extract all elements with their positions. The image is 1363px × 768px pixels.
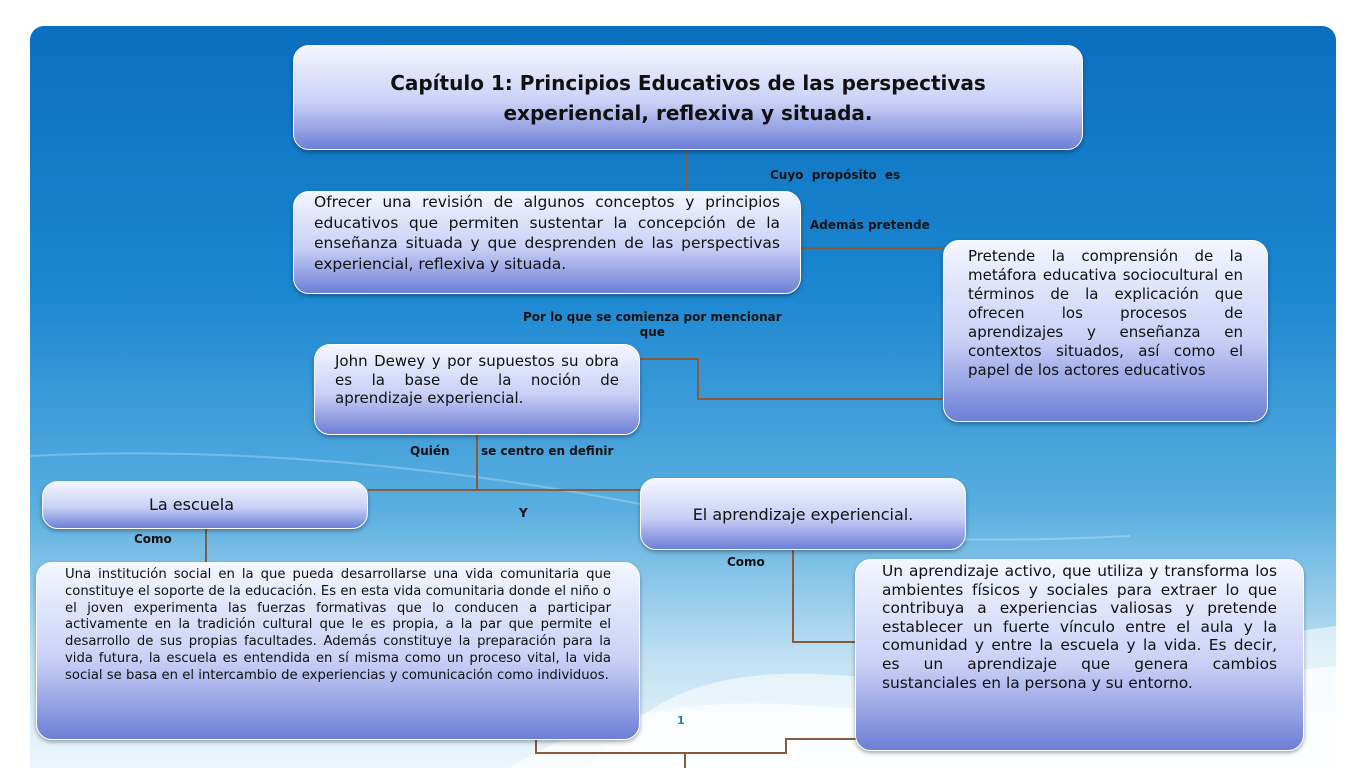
connector-dewey-also-c	[697, 398, 943, 400]
purpose-text: Ofrecer una revisión de algunos conceptos y principios educativos que permiten sustentar la concepción de la enseñanza situada y que desprenden de las perspectivas experiencial, reflexiva y situada.	[314, 193, 780, 273]
connector-dewey-down	[476, 434, 478, 490]
school-title: La escuela	[149, 495, 235, 514]
label-also: Además pretende	[810, 218, 930, 232]
dewey-text: John Dewey y por supuestos su obra es la base de la noción de aprendizaje experiencial.	[335, 352, 619, 407]
label-mention	[523, 310, 782, 340]
experiential-title-box	[640, 478, 966, 550]
connector-bottom-horizontal	[535, 752, 787, 754]
connector-exp-down-b	[792, 641, 856, 643]
also-text: Pretende la comprensión de la metáfora educativa sociocultural en términos de la explicación que ofrecen los procesos de aprendizajes y enseñanza en contextos situados, así como el papel de los actores educativos	[968, 247, 1243, 379]
experiential-box	[855, 559, 1304, 751]
experiential-title: El aprendizaje experiencial.	[692, 504, 914, 524]
page-number: 1	[677, 714, 685, 727]
school-box	[36, 562, 640, 740]
connector-bottom-center	[684, 754, 686, 768]
label-mention-line2: que	[639, 325, 665, 339]
connector-school-down	[205, 529, 207, 564]
label-define: se centro en definir	[481, 444, 614, 458]
label-who: Quién	[410, 444, 450, 458]
experiential-text: Un aprendizaje activo, que utiliza y transforma los ambientes físicos y sociales para extraer lo que contribuya a experiencias valiosas y pretende establecer un fuerte vínculo entre el aula y la comunidad y entre la escuela y la vida. Es decir, es un aprendizaje que genera cambios sustanciales en la persona y su entorno.	[882, 562, 1277, 692]
label-como-left: Como	[134, 532, 172, 546]
label-purpose: Cuyo propósito es	[770, 168, 901, 182]
connector-bottom-right-link	[785, 738, 857, 740]
also-box	[943, 240, 1268, 422]
connector-dewey-also-b	[697, 358, 699, 399]
connector-bottom-left-down	[535, 738, 537, 753]
label-como-right: Como	[727, 555, 765, 569]
connector-bottom-right-up	[785, 738, 787, 754]
connector-purpose-also	[801, 247, 943, 249]
connector-exp-down-a	[792, 550, 794, 642]
connector-branch-horizontal	[368, 489, 642, 491]
title-box	[293, 45, 1083, 150]
label-and: Y	[519, 506, 528, 520]
dewey-box	[314, 344, 640, 435]
school-text: Una institución social en la que pueda desarrollarse una vida comunitaria que constituye el soporte de la educación. Es en esta vida comunitaria donde el niño o el joven experimenta las fuerzas formativas que lo conducen a participar activamente en la tradición cultural que le es propia, a la par que permite el desarrollo de sus propias facultades. Además constituye la preparación para la vida futura, la escuela es entendida en sí misma como un proceso vital, la vida social se basa en el intercambio de experiencias y comunicación como individuos.	[65, 567, 611, 683]
connector-dewey-also-a	[640, 358, 698, 360]
page-title: Capítulo 1: Principios Educativos de las perspectivas experiencial, reflexiva y situada.	[390, 70, 986, 125]
label-mention-line1: Por lo que se comienza por mencionar	[523, 310, 782, 324]
connector-title-purpose	[686, 150, 688, 192]
purpose-box	[293, 191, 801, 294]
school-title-box	[42, 481, 368, 529]
